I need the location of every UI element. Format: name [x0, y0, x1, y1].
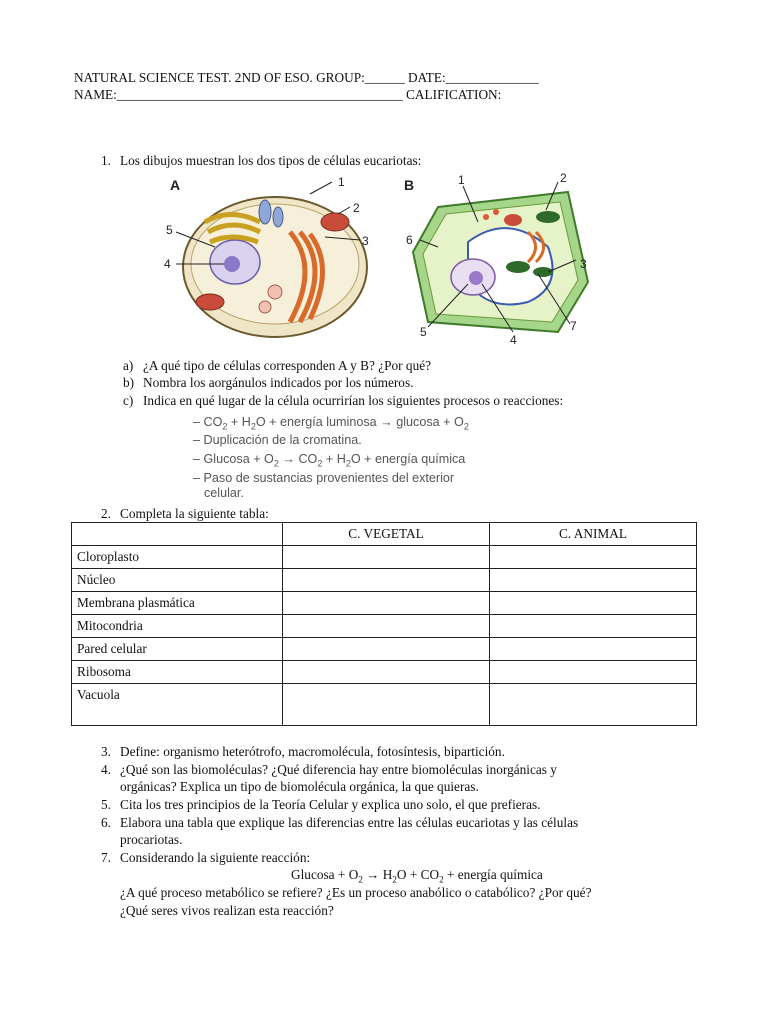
fig-b-label-4: 4 [510, 333, 517, 347]
row-label: Núcleo [72, 569, 283, 592]
answer-cell[interactable] [490, 638, 697, 661]
row-label: Mitocondria [72, 615, 283, 638]
answer-cell[interactable] [283, 638, 490, 661]
organelle-table [71, 522, 697, 726]
q6-number: 6. [101, 815, 111, 830]
q2-number: 2. [101, 506, 111, 521]
answer-cell[interactable] [283, 592, 490, 615]
table-row [72, 592, 697, 615]
table-row [72, 546, 697, 569]
q1b-mark: b) [123, 375, 135, 390]
q3-text: Define: organismo heterótrofo, macromolécula, fotosíntesis, bipartición. [120, 744, 505, 759]
q1-number: 1. [101, 153, 111, 168]
answer-cell[interactable] [490, 592, 697, 615]
reaction-2: – Duplicación de la cromatina. [193, 433, 362, 447]
answer-cell[interactable] [490, 546, 697, 569]
q7-question-1: ¿A qué proceso metabólico se refiere? ¿Es un proceso anabólico o catabólico? ¿Por qué? [120, 885, 592, 900]
table-row [72, 569, 697, 592]
table-row [72, 638, 697, 661]
plant-cell-diagram [398, 172, 598, 352]
reaction-4-cont: celular. [204, 486, 244, 500]
header-line-2: NAME:___________________________________________ CALIFICATION: [74, 87, 502, 102]
row-label: Ribosoma [72, 661, 283, 684]
row-label: Cloroplasto [72, 546, 283, 569]
fig-a-label-2: 2 [353, 201, 360, 215]
header-line-1: NATURAL SCIENCE TEST. 2ND OF ESO. GROUP:______ DATE:______________ [74, 70, 539, 85]
answer-cell[interactable] [283, 569, 490, 592]
row-label: Membrana plasmática [72, 592, 283, 615]
answer-cell[interactable] [490, 661, 697, 684]
fig-b-label-2: 2 [560, 172, 567, 185]
fig-a-label-1: 1 [338, 175, 345, 189]
answer-cell[interactable] [490, 569, 697, 592]
q4-text-1: ¿Qué son las biomoléculas? ¿Qué diferencia hay entre biomoléculas inorgánicas y [120, 762, 557, 777]
table-row [72, 615, 697, 638]
reaction-4: – Paso de sustancias provenientes del exterior [193, 471, 455, 485]
q7-equation: $Glucosa + O_2 \to H_2O + CO_2$ + energía química [291, 867, 543, 885]
animal-cell-diagram [160, 172, 380, 352]
q1-text: Los dibujos muestran los dos tipos de células eucariotas: [120, 153, 422, 168]
table-row [72, 684, 697, 726]
q2-text: Completa la siguiente tabla: [120, 506, 269, 521]
q3-number: 3. [101, 744, 111, 759]
fig-b-label-1: 1 [458, 173, 465, 187]
q7-question-2: ¿Qué seres vivos realizan esta reacción? [120, 903, 334, 918]
fig-b-label-7: 7 [570, 319, 577, 333]
row-label: Pared celular [72, 638, 283, 661]
fig-b-label-3: 3 [580, 257, 587, 271]
table-row [72, 661, 697, 684]
fig-a-label-4: 4 [164, 257, 171, 271]
answer-cell[interactable] [283, 661, 490, 684]
q5-text: Cita los tres principios de la Teoría Celular y explica uno solo, el que prefieras. [120, 797, 541, 812]
fig-b-label-6: 6 [406, 233, 413, 247]
q1a-mark: a) [123, 358, 134, 373]
fig-b-label-5: 5 [420, 325, 427, 339]
fig-a-label-3: 3 [362, 234, 369, 248]
answer-cell[interactable] [283, 684, 490, 726]
fig-b-letter: B [404, 177, 415, 193]
answer-cell[interactable] [490, 684, 697, 726]
q4-number: 4. [101, 762, 111, 777]
fig-a-letter: A [170, 177, 181, 193]
q4-text-2: orgánicas? Explica un tipo de biomolécula orgánica, la que quieras. [120, 779, 479, 794]
answer-cell[interactable] [283, 615, 490, 638]
q1b-text: Nombra los aorgánulos indicados por los números. [143, 375, 414, 390]
fig-a-label-5: 5 [166, 223, 173, 237]
q1a-text: ¿A qué tipo de células corresponden A y B? ¿Por qué? [143, 358, 432, 373]
reaction-3: – $Glucosa + O_2 \to CO_2 + H_2O$ + energía química [193, 452, 466, 469]
q7-number: 7. [101, 850, 111, 865]
q6-text-1: Elabora una tabla que explique las diferencias entre las células eucariotas y las células [120, 815, 579, 830]
q7-text: Considerando la siguiente reacción: [120, 850, 311, 865]
q1c-mark: c) [123, 393, 134, 408]
reaction-1: – $CO_2 + H_2O$ + energía luminosa → $glucosa + O_2$ [193, 415, 469, 432]
answer-cell[interactable] [283, 546, 490, 569]
answer-cell[interactable] [490, 615, 697, 638]
q6-text-2: procariotas. [120, 832, 183, 847]
table-header-animal: C. ANIMAL [490, 523, 697, 546]
q1c-text: Indica en qué lugar de la célula ocurrirían los siguientes procesos o reacciones: [143, 393, 564, 408]
table-header-cell [72, 523, 283, 546]
row-label: Vacuola [72, 684, 283, 726]
table-header-row [72, 523, 697, 546]
table-header-vegetal: C. VEGETAL [283, 523, 490, 546]
q5-number: 5. [101, 797, 111, 812]
